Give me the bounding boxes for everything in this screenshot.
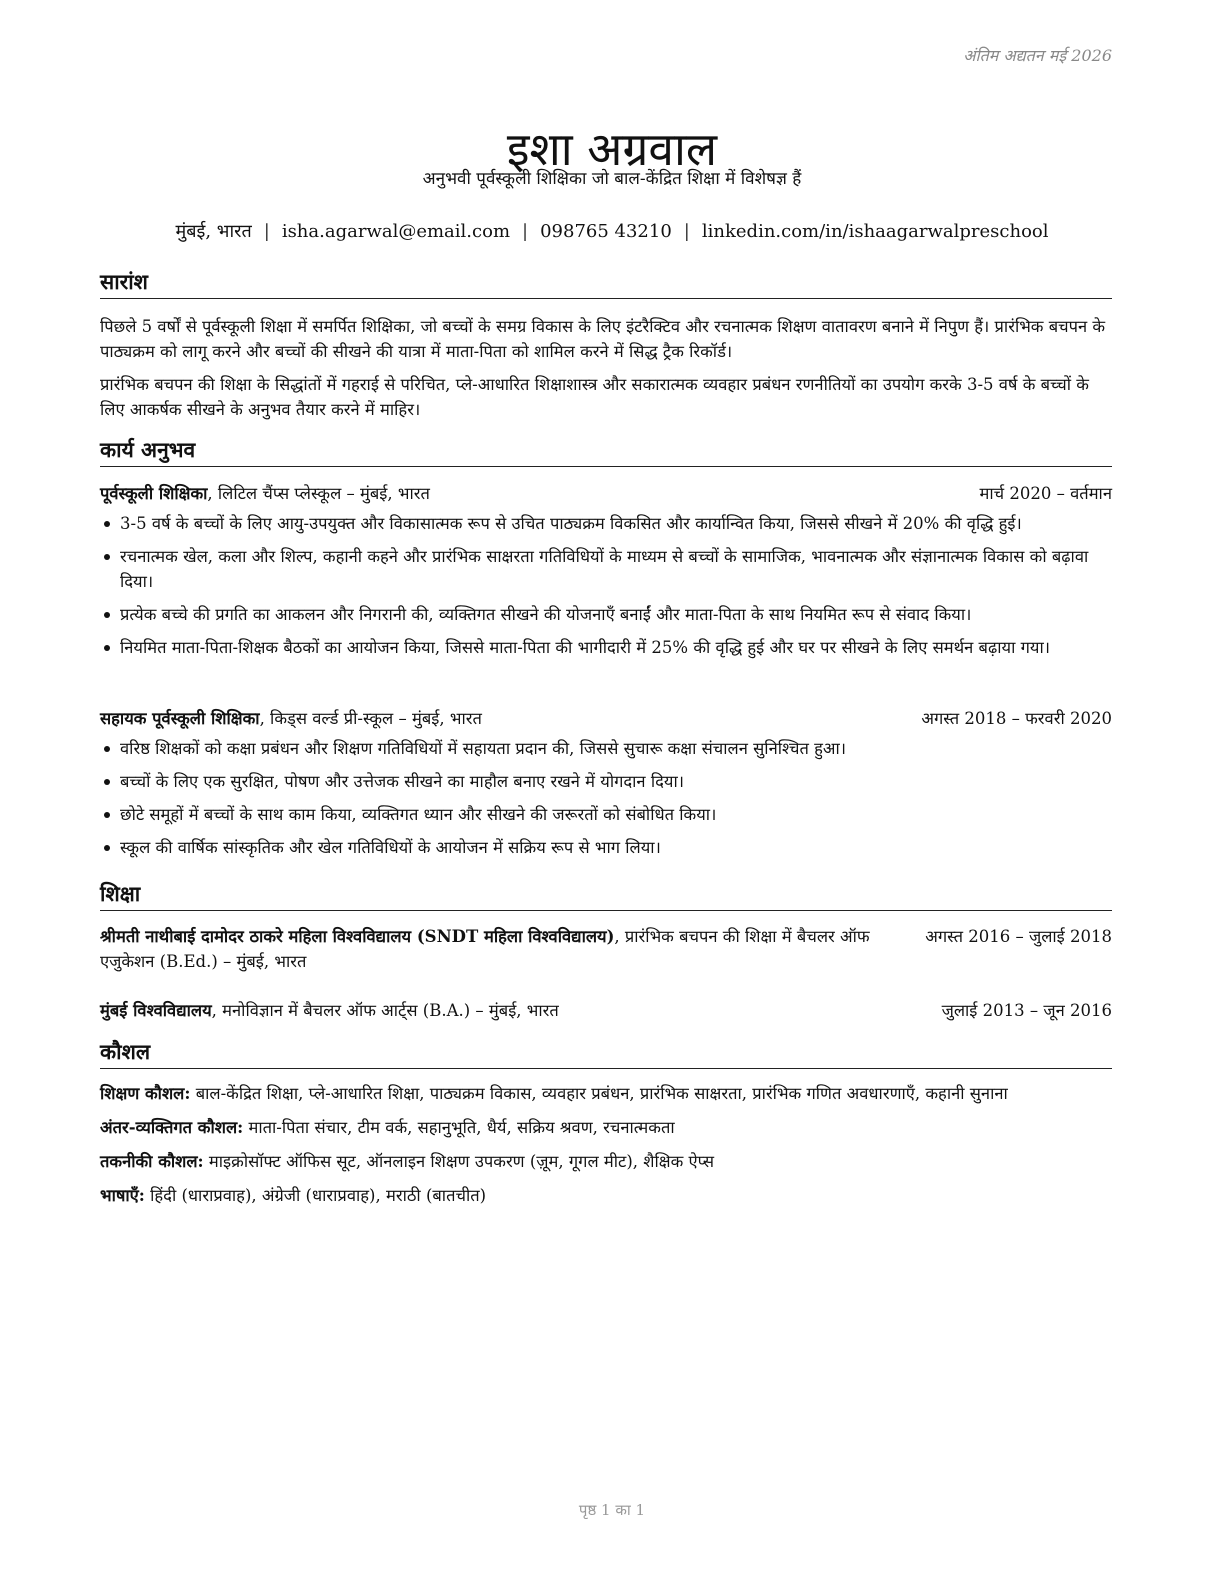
education-institution: मुंबई विश्वविद्यालय [100, 1001, 212, 1020]
job-org: , लिटिल चैंप्स प्लेस्कूल – मुंबई, भारत [207, 484, 430, 503]
skill-line [100, 1115, 1112, 1140]
job-org: , किड्स वर्ल्ड प्री-स्कूल – मुंबई, भारत [259, 709, 482, 728]
skill-line [100, 1081, 1112, 1106]
skill-label: तकनीकी कौशल: [100, 1152, 204, 1171]
section-title-education: शिक्षा [100, 880, 1112, 911]
contact-email[interactable]: isha.agarwal@email.com [281, 221, 511, 242]
skill-label: शिक्षण कौशल: [100, 1084, 191, 1103]
skill-value: बाल-केंद्रित शिक्षा, प्ले-आधारित शिक्षा, पाठ्यक्रम विकास, व्यवहार प्रबंधन, प्रारंभिक साक्षरता, प्रारंभिक गणित अवधारणाएँ, कहानी सुनाना [190, 1084, 1008, 1103]
job-bullet: प्रत्येक बच्चे की प्रगति का आकलन और निगरानी की, व्यक्तिगत सीखने की योजनाएँ बनाईं और माता-पिता के साथ नियमित रूप से संवाद किया। [100, 602, 1112, 627]
skill-label: अंतर-व्यक्तिगत कौशल: [100, 1118, 244, 1137]
skill-value: हिंदी (धाराप्रवाह), अंग्रेजी (धाराप्रवाह), मराठी (बातचीत) [144, 1186, 487, 1205]
job-bullet: स्कूल की वार्षिक सांस्कृतिक और खेल गतिविधियों के आयोजन में सक्रिय रूप से भाग लिया। [100, 835, 1112, 860]
summary-paragraph: पिछले 5 वर्षों से पूर्वस्कूली शिक्षा में समर्पित शिक्षिका, जो बच्चों के समग्र विकास के लिए इंटरैक्टिव और रचनात्मक शिक्षण वातावरण बनाने में निपुण हैं। प्रारंभिक बचपन के पाठ्यक्रम को लागू करने और बच्चों की सीखने की यात्रा में माता-पिता को शामिल करने में सिद्ध ट्रैक रिकॉर्ड। [100, 317, 1106, 361]
education-entry [100, 998, 1112, 1023]
job-bullets [100, 511, 1112, 668]
education-dates: अगस्त 2016 – जुलाई 2018 [925, 927, 1112, 946]
job-bullets [100, 736, 1112, 868]
job-dates: मार्च 2020 – वर्तमान [979, 484, 1112, 503]
education-detail: , मनोविज्ञान में बैचलर ऑफ आर्ट्स (B.A.) – मुंबई, भारत [211, 1001, 559, 1020]
job-bullet: रचनात्मक खेल, कला और शिल्प, कहानी कहने और प्रारंभिक साक्षरता गतिविधियों के माध्यम से बच्चों के सामाजिक, भावनात्मक और संज्ञानात्मक विकास को बढ़ावा दिया। [100, 544, 1112, 594]
contact-location: मुंबई, भारत [175, 221, 252, 242]
job-bullet: 3-5 वर्ष के बच्चों के लिए आयु-उपयुक्त और विकासात्मक रूप से उचित पाठ्यक्रम विकसित और कार्यान्वित किया, जिससे सीखने में 20% की वृद्धि हुई। [100, 511, 1112, 536]
education-dates: जुलाई 2013 – जून 2016 [941, 1001, 1112, 1020]
contact-separator: | [683, 221, 690, 242]
skill-line [100, 1183, 1112, 1208]
skill-label: भाषाएँ: [100, 1186, 145, 1205]
job-role: पूर्वस्कूली शिक्षिका [100, 484, 208, 503]
summary-paragraph: प्रारंभिक बचपन की शिक्षा के सिद्धांतों में गहराई से परिचित, प्ले-आधारित शिक्षाशास्त्र और सकारात्मक व्यवहार प्रबंधन रणनीतियों का उपयोग करके 3-5 वर्ष के बच्चों के लिए आकर्षक सीखने के अनुभव तैयार करने में माहिर। [100, 375, 1089, 419]
section-title-skills: कौशल [100, 1038, 1112, 1069]
education-institution: श्रीमती नाथीबाई दामोदर ठाकरे महिला विश्वविद्यालय (SNDT महिला विश्वविद्यालय) [100, 927, 615, 946]
job-dates: अगस्त 2018 – फरवरी 2020 [921, 709, 1112, 728]
job-role: सहायक पूर्वस्कूली शिक्षिका [100, 709, 260, 728]
education-detail: , प्रारंभिक बचपन की शिक्षा में बैचलर ऑफ एजुकेशन (B.Ed.) – मुंबई, भारत [100, 927, 870, 971]
contact-line [0, 219, 1224, 243]
page-number: पृष्ठ 1 का 1 [578, 1501, 646, 1519]
contact-separator: | [522, 221, 529, 242]
contact-linkedin[interactable]: linkedin.com/in/ishaagarwalpreschool [701, 221, 1049, 242]
section-title-experience: कार्य अनुभव [100, 436, 1112, 467]
skill-value: माइक्रोसॉफ्ट ऑफिस सूट, ऑनलाइन शिक्षण उपकरण (ज़ूम, गूगल मीट), शैक्षिक ऐप्स [203, 1152, 714, 1171]
skill-line [100, 1149, 1112, 1174]
section-title-summary: सारांश [100, 268, 1112, 299]
job-bullet: छोटे समूहों में बच्चों के साथ काम किया, व्यक्तिगत ध्यान और सीखने की जरूरतों को संबोधित किया। [100, 802, 1112, 827]
contact-phone: 098765 43210 [540, 221, 672, 242]
job-header [100, 481, 1112, 506]
tagline: अनुभवी पूर्वस्कूली शिक्षिका जो बाल-केंद्रित शिक्षा में विशेषज्ञ हैं [422, 169, 802, 189]
education-entry [100, 924, 1112, 974]
job-bullet: वरिष्ठ शिक्षकों को कक्षा प्रबंधन और शिक्षण गतिविधियों में सहायता प्रदान की, जिससे सुचारू कक्षा संचालन सुनिश्चित हुआ। [100, 736, 1112, 761]
job-bullet: बच्चों के लिए एक सुरक्षित, पोषण और उत्तेजक सीखने का माहौल बनाए रखने में योगदान दिया। [100, 769, 1112, 794]
contact-separator: | [263, 221, 270, 242]
job-header [100, 706, 1112, 731]
candidate-name: इशा अग्रवाल [506, 121, 718, 176]
job-bullet: नियमित माता-पिता-शिक्षक बैठकों का आयोजन किया, जिससे माता-पिता की भागीदारी में 25% की वृद्धि हुई और घर पर सीखने के लिए समर्थन बढ़ाया गया। [100, 635, 1112, 660]
skill-value: माता-पिता संचार, टीम वर्क, सहानुभूति, धैर्य, सक्रिय श्रवण, रचनात्मकता [243, 1118, 675, 1137]
last-updated: अंतिम अद्यतन मई 2026 [963, 46, 1112, 65]
